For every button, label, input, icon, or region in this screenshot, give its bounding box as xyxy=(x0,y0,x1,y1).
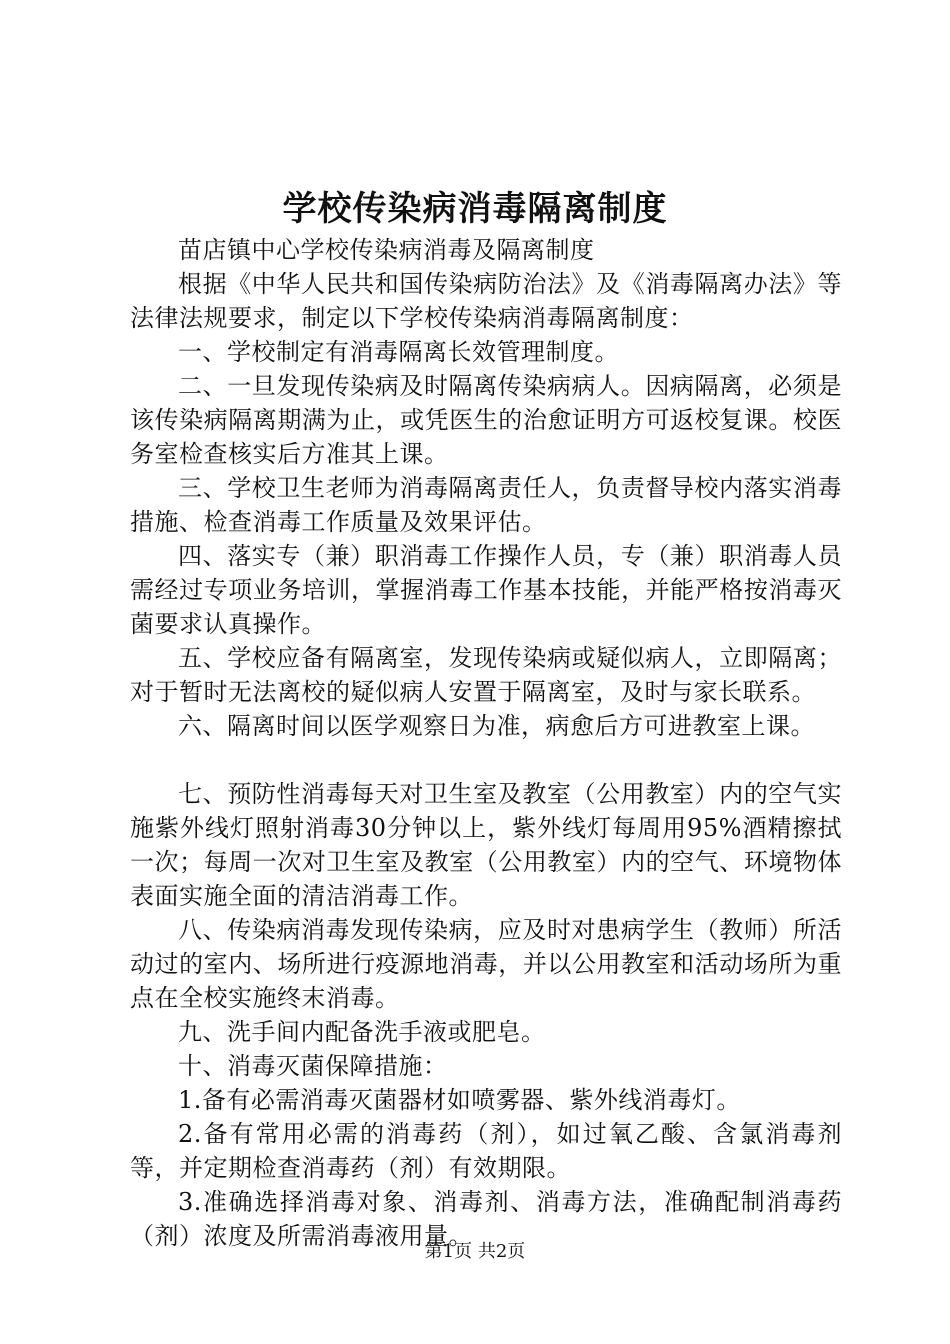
paragraph-subtitle: 苗店镇中心学校传染病消毒及隔离制度 xyxy=(178,236,595,264)
paragraph-item-2: 二、一旦发现传染病及时隔离传染病病人。因病隔离，必须是该传染病隔离期满为止，或凭医生的治愈证明方可返校复课。校医务室检查核实后方准其上课。 xyxy=(130,372,842,468)
paragraph-item-6: 六、隔离时间以医学观察日为准，病愈后方可进教室上课。 xyxy=(178,712,815,740)
page-footer: 第1页 共2页 xyxy=(424,1241,526,1262)
paragraph-item-7: 七、预防性消毒每天对卫生室及教室（公用教室）内的空气实施紫外线灯照射消毒30分钟以上，紫外线灯每周用95%酒精擦拭一次；每周一次对卫生室及教室（公用教室）内的空气、环境物体表面实施全面的清洁消毒工作。 xyxy=(130,780,842,910)
blank-line xyxy=(130,743,842,777)
paragraph-item-4: 四、落实专（兼）职消毒工作操作人员，专（兼）职消毒人员需经过专项业务培训，掌握消毒工作基本技能，并能严格按消毒灭菌要求认真操作。 xyxy=(130,542,842,638)
paragraph-subitem-1: 1.备有必需消毒灭菌器材如喷雾器、紫外线消毒灯。 xyxy=(178,1086,741,1114)
paragraph-subitem-2: 2.备有常用必需的消毒药（剂），如过氧乙酸、含氯消毒剂等，并定期检查消毒药（剂）有效期限。 xyxy=(130,1120,842,1182)
paragraph-item-1: 一、学校制定有消毒隔离长效管理制度。 xyxy=(178,338,619,366)
paragraph-item-3: 三、学校卫生老师为消毒隔离责任人，负责督导校内落实消毒措施、检查消毒工作质量及效果评估。 xyxy=(130,474,842,536)
paragraph-item-9: 九、洗手间内配备洗手液或肥皂。 xyxy=(178,1018,546,1046)
paragraph-item-5: 五、学校应备有隔离室，发现传染病或疑似病人，立即隔离；对于暂时无法离校的疑似病人安置于隔离室，及时与家长联系。 xyxy=(130,644,842,706)
paragraph-subitem-3: 3.准确选择消毒对象、消毒剂、消毒方法，准确配制消毒药（剂）浓度及所需消毒液用量。 xyxy=(130,1188,842,1250)
document-body xyxy=(130,233,842,1253)
paragraph-item-8: 八、传染病消毒发现传染病，应及时对患病学生（教师）所活动过的室内、场所进行疫源地消毒，并以公用教室和活动场所为重点在全校实施终末消毒。 xyxy=(130,916,842,1012)
paragraph-intro: 根据《中华人民共和国传染病防治法》及《消毒隔离办法》等法律法规要求，制定以下学校传染病消毒隔离制度： xyxy=(130,270,842,332)
document-title: 学校传染病消毒隔离制度 xyxy=(282,189,668,229)
paragraph-item-10: 十、消毒灭菌保障措施： xyxy=(178,1052,448,1080)
